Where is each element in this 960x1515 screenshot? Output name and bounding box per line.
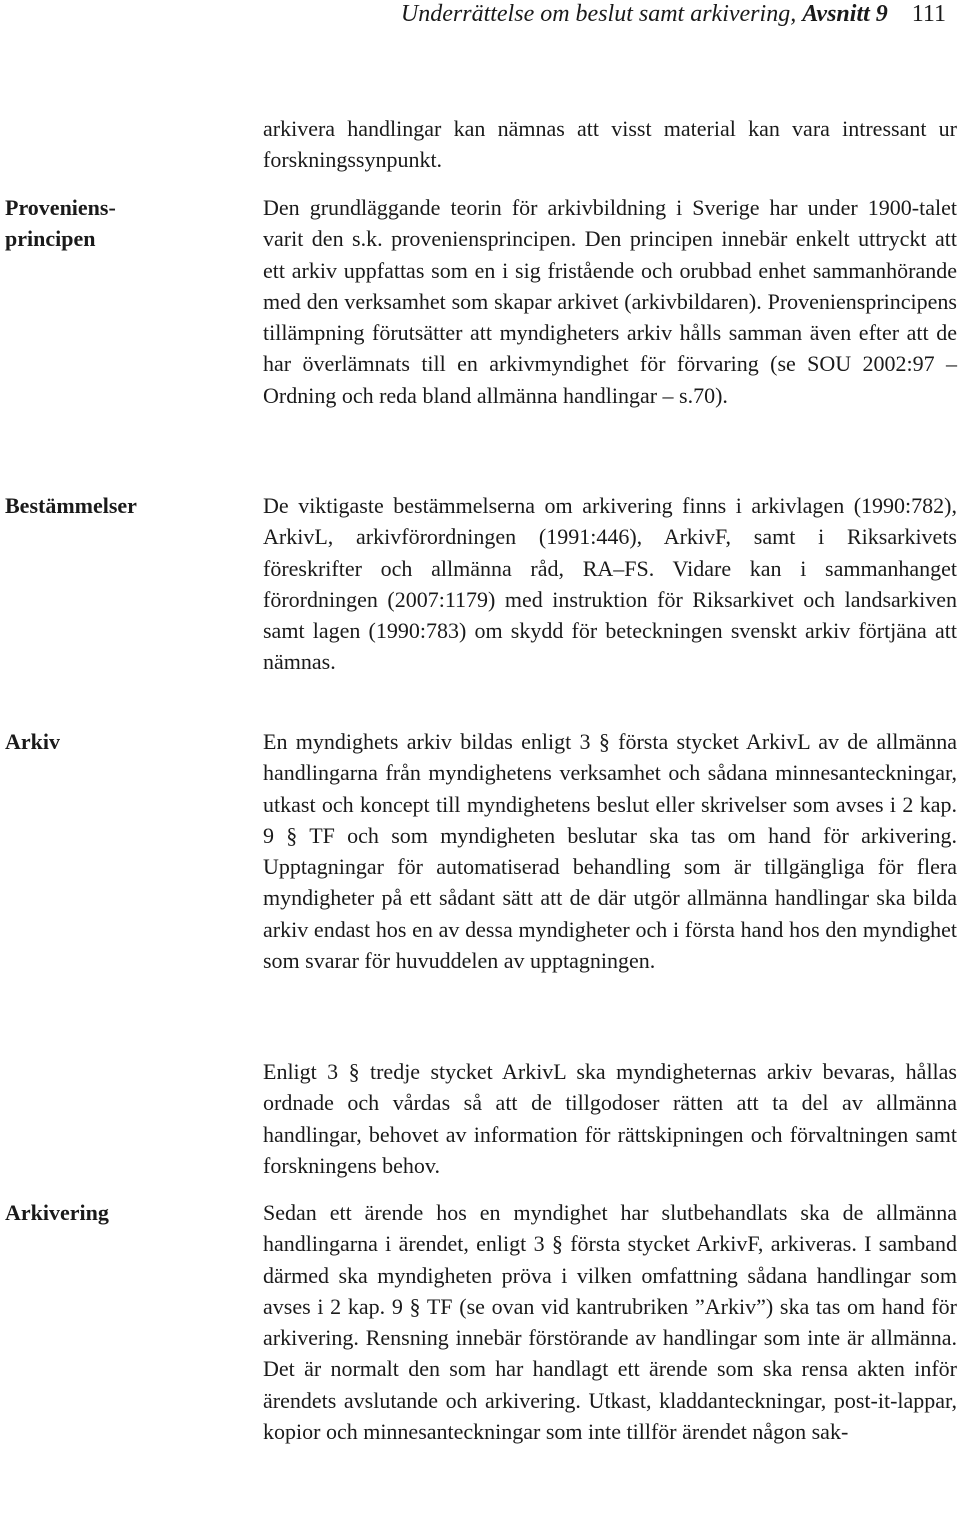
running-header [401,0,946,28]
header-title: Underrättelse om beslut samt arkivering, [400,1,797,27]
margin-heading-arkiv: Arkiv [5,729,60,754]
paragraph-arkiv: En myndighets arkiv bildas enligt 3 § första stycket ArkivL av de allmänna handlingarna från myndighetens verksamhet och sådana minnesanteckningar, utkast och koncept till myndighetens beslut eller skrivelser som avses i 2 kap. 9 § TF och som myndigheten beslutar ska tas om hand för arkivering. Upptagningar för automatiserad behandling som är tillgängliga för flera myndigheter på ett sådant sätt att de där utgör allmänna handlingar ska bilda arkiv endast hos en av dessa myndigheter och i första hand hos den myndighet som svarar för huvuddelen av upptagningen. [263,729,957,974]
margin-heading-proveniensprincipen: Proveniens- principen [5,195,116,251]
paragraph-bestammelser: De viktigaste bestämmelserna om arkivering finns i arkivlagen (1990:782), ArkivL, arkivförordningen (1991:446), ArkivF, samt i Riksarkivets föreskrifter och allmänna råd, RA–FS. Vidare kan i sammanhanget förordningen (2007:1179) med instruktion för Riksarkivet och landsarkiven samt lagen (1990:783) om skydd för beteckningen svenskt arkiv förtjäna att nämnas. [263,493,957,675]
paragraph-arkiv-bevarande: Enligt 3 § tredje stycket ArkivL ska myndigheternas arkiv bevaras, hållas ordnade och vårdas så att de tillgodoser rätten att ta del av allmänna handlingar, behovet av information för rättskipningen och förvaltningen samt forskningens behov. [263,1059,957,1178]
margin-heading-arkivering: Arkivering [5,1200,109,1225]
header-section: Avsnitt 9 [802,1,888,27]
margin-heading-bestammelser: Bestämmelser [5,493,137,518]
paragraph-intro: arkivera handlingar kan nämnas att visst material kan vara intressant ur forskningssynpunkt. [263,116,957,173]
paragraph-arkivering: Sedan ett ärende hos en myndighet har slutbehandlats ska de allmänna handlingarna i ärendet, enligt 3 § första stycket ArkivF, arkiveras. I samband därmed ska myndigheten pröva i vilken omfattning sådana handlingar som avses i 2 kap. 9 § TF (se ovan vid kantrubriken ”Arkiv”) ska tas om hand för arkivering. Rensning innebär förstörande av handlingar som inte är allmänna. Det är normalt den som har handlagt ett ärende som ska rensa akten inför ärendets avslutande och arkivering. Utkast, kladdanteckningar, post-it-lappar, kopior och minnesanteckningar som inte tillför ärendet någon sak- [263,1200,957,1445]
page-number: 111 [911,1,946,27]
paragraph-proveniensprincipen: Den grundläggande teorin för arkivbildning i Sverige har under 1900-talet varit den s.k. proveniensprincipen. Den principen innebär enkelt uttryckt att ett arkiv uppfattas som en i sig fristående och orubbad enhet sammanhörande med den verksamhet som skapar arkivet (arkivbildaren). Proveniensprincipens tillämpning förutsätter att myndigheters arkiv hålls samman även efter att de har överlämnats till en arkivmyndighet för förvaring (se SOU 2002:97 – Ordning och reda bland allmänna handlingar – s.70). [263,195,957,408]
